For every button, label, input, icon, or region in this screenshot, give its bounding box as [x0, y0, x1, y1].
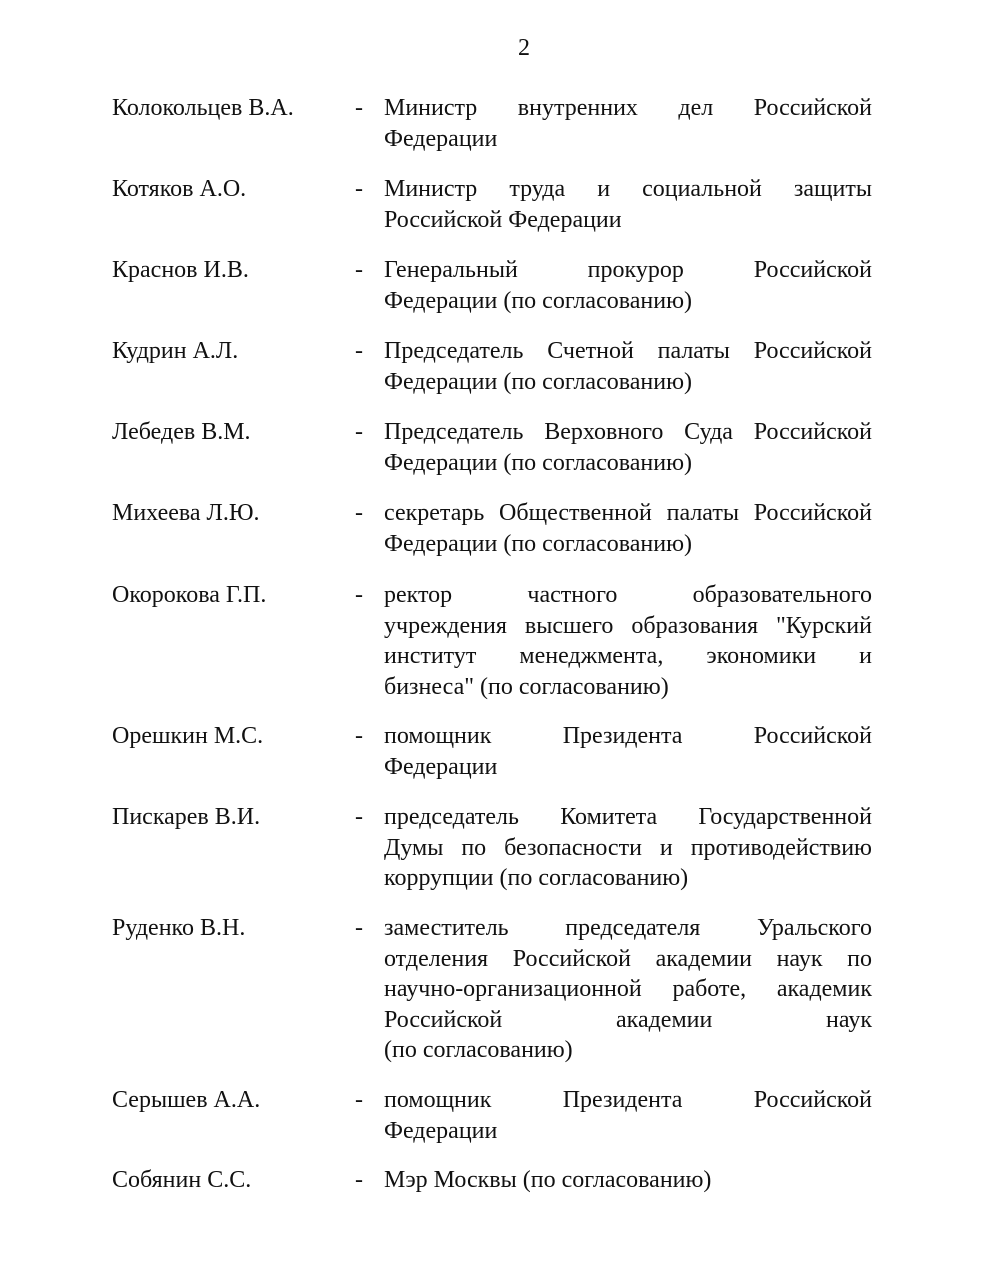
position-line: отделения Российской академии наук по — [384, 945, 872, 972]
member-name: Колокольцев В.А. — [112, 95, 294, 121]
entry-dash: - — [355, 1167, 363, 1193]
position-line: Мэр Москвы (по согласованию) — [384, 1167, 712, 1193]
position-line: Министр труда и социальной защиты — [384, 176, 872, 202]
position-line: Председатель Счетной палаты Российской — [384, 338, 872, 364]
entry-dash: - — [355, 95, 363, 121]
member-position — [384, 721, 872, 782]
position-line: институт менеджмента, экономики и — [384, 643, 872, 669]
entry-dash: - — [355, 915, 363, 941]
entry-dash: - — [355, 176, 363, 202]
position-line: Думы по безопасности и противодействию — [384, 834, 872, 861]
position-line: секретарь Общественной палаты Российской — [384, 500, 872, 526]
position-line: Федерации — [384, 753, 498, 780]
entry-dash: - — [355, 1087, 363, 1113]
entry-dash: - — [355, 338, 363, 364]
position-line: помощник Президента Российской — [384, 723, 872, 749]
position-line: председатель Комитета Государственной — [384, 804, 872, 830]
position-line: коррупции (по согласованию) — [384, 865, 689, 891]
member-position — [384, 498, 872, 559]
position-line: научно-организационной работе, академик — [384, 976, 872, 1002]
position-line: Федерации (по согласованию) — [384, 530, 693, 557]
member-position — [384, 174, 872, 235]
position-line: (по согласованию) — [384, 1037, 573, 1063]
member-name: Собянин С.С. — [112, 1167, 252, 1193]
position-line: Федерации (по согласованию) — [384, 287, 693, 314]
member-name: Руденко В.Н. — [112, 915, 246, 941]
entry-dash: - — [355, 804, 363, 830]
position-line: Генеральный прокурор Российской — [384, 257, 872, 283]
member-name: Котяков А.О. — [112, 176, 247, 202]
entry-dash: - — [355, 582, 363, 608]
entry-dash: - — [355, 500, 363, 526]
member-name: Михеева Л.Ю. — [112, 500, 260, 526]
member-name: Краснов И.В. — [112, 257, 249, 283]
position-line: помощник Президента Российской — [384, 1087, 872, 1113]
page-number: 2 — [518, 35, 530, 61]
position-line: Федерации — [384, 1117, 498, 1144]
member-position — [384, 93, 872, 154]
position-line: Министр внутренних дел Российской — [384, 95, 872, 121]
member-position — [384, 1165, 872, 1196]
position-line: Российской Федерации — [384, 206, 622, 233]
position-line: заместитель председателя Уральского — [384, 915, 872, 941]
position-line: Федерации — [384, 125, 498, 152]
position-line: Председатель Верховного Суда Российской — [384, 419, 872, 445]
member-position — [384, 255, 872, 316]
member-position — [384, 1085, 872, 1146]
member-position — [384, 580, 872, 702]
member-position — [384, 336, 872, 397]
member-name: Серышев А.А. — [112, 1087, 261, 1113]
member-name: Лебедев В.М. — [112, 419, 251, 445]
position-line: Федерации (по согласованию) — [384, 368, 693, 395]
position-line: бизнеса" (по согласованию) — [384, 673, 669, 700]
entry-dash: - — [355, 257, 363, 283]
entry-dash: - — [355, 419, 363, 445]
member-name: Кудрин А.Л. — [112, 338, 239, 364]
member-name: Окорокова Г.П. — [112, 582, 267, 608]
member-position — [384, 417, 872, 478]
position-line: ректор частного образовательного — [384, 582, 872, 608]
member-position — [384, 802, 872, 894]
member-name: Пискарев В.И. — [112, 804, 261, 830]
position-line: учреждения высшего образования "Курский — [384, 612, 872, 639]
member-position — [384, 913, 872, 1066]
position-line: Федерации (по согласованию) — [384, 449, 693, 476]
member-name: Орешкин М.С. — [112, 723, 264, 749]
position-line: Российской академии наук — [384, 1006, 872, 1033]
entry-dash: - — [355, 723, 363, 749]
